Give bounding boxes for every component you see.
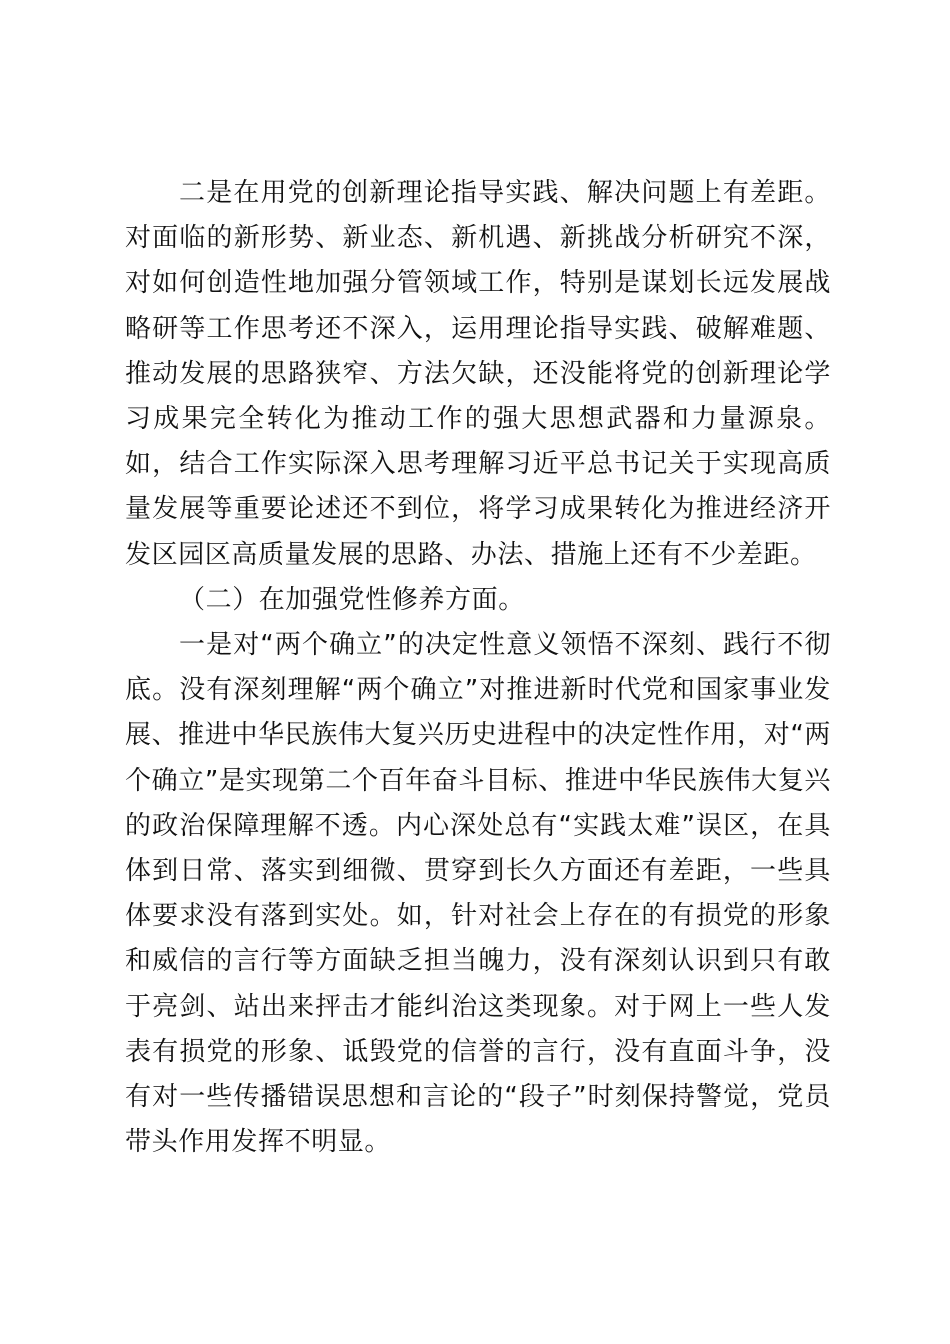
paragraph-practice-gap: 二是在用党的创新理论指导实践、解决问题上有差距。对面临的新形势、新业态、新机遇、新挑战分析研究不深，对如何创造性地加强分管领域工作，特别是谋划长远发展战略研等工作思考还不深入，运用理论指导实践、破解难题、推动发展的思路狭窄、方法欠缺，还没能将党的创新理论学习成果完全转化为推动工作的强大思想武器和力量源泉。如，结合工作实际深入思考理解习近平总书记关于实现高质量发展等重要论述还不到位，将学习成果转化为推进经济开发区园区高质量发展的思路、办法、措施上还有不少差距。 [125, 178, 831, 570]
paragraph-two-establishments: 一是对“两个确立”的决定性意义领悟不深刻、践行不彻底。没有深刻理解“两个确立”对推进新时代党和国家事业发展、推进中华民族伟大复兴历史进程中的决定性作用，对“两个确立”是实现第二个百年奋斗目标、推进中华民族伟大复兴的政治保障理解不透。内心深处总有“实践太难”误区，在具体到日常、落实到细微、贯穿到长久方面还有差距，一些具体要求没有落到实处。如，针对社会上存在的有损党的形象和威信的言行等方面缺乏担当魄力，没有深刻认识到只有敢于亮剑、站出来抨击才能纠治这类现象。对于网上一些人发表有损党的形象、诋毁党的信誉的言行，没有直面斗争，没有对一些传播错误思想和言论的“段子”时刻保持警觉，党员带头作用发挥不明显。 [125, 630, 831, 1158]
document-body [125, 171, 831, 1165]
section-heading-party-spirit: （二）在加强党性修养方面。 [179, 584, 525, 615]
